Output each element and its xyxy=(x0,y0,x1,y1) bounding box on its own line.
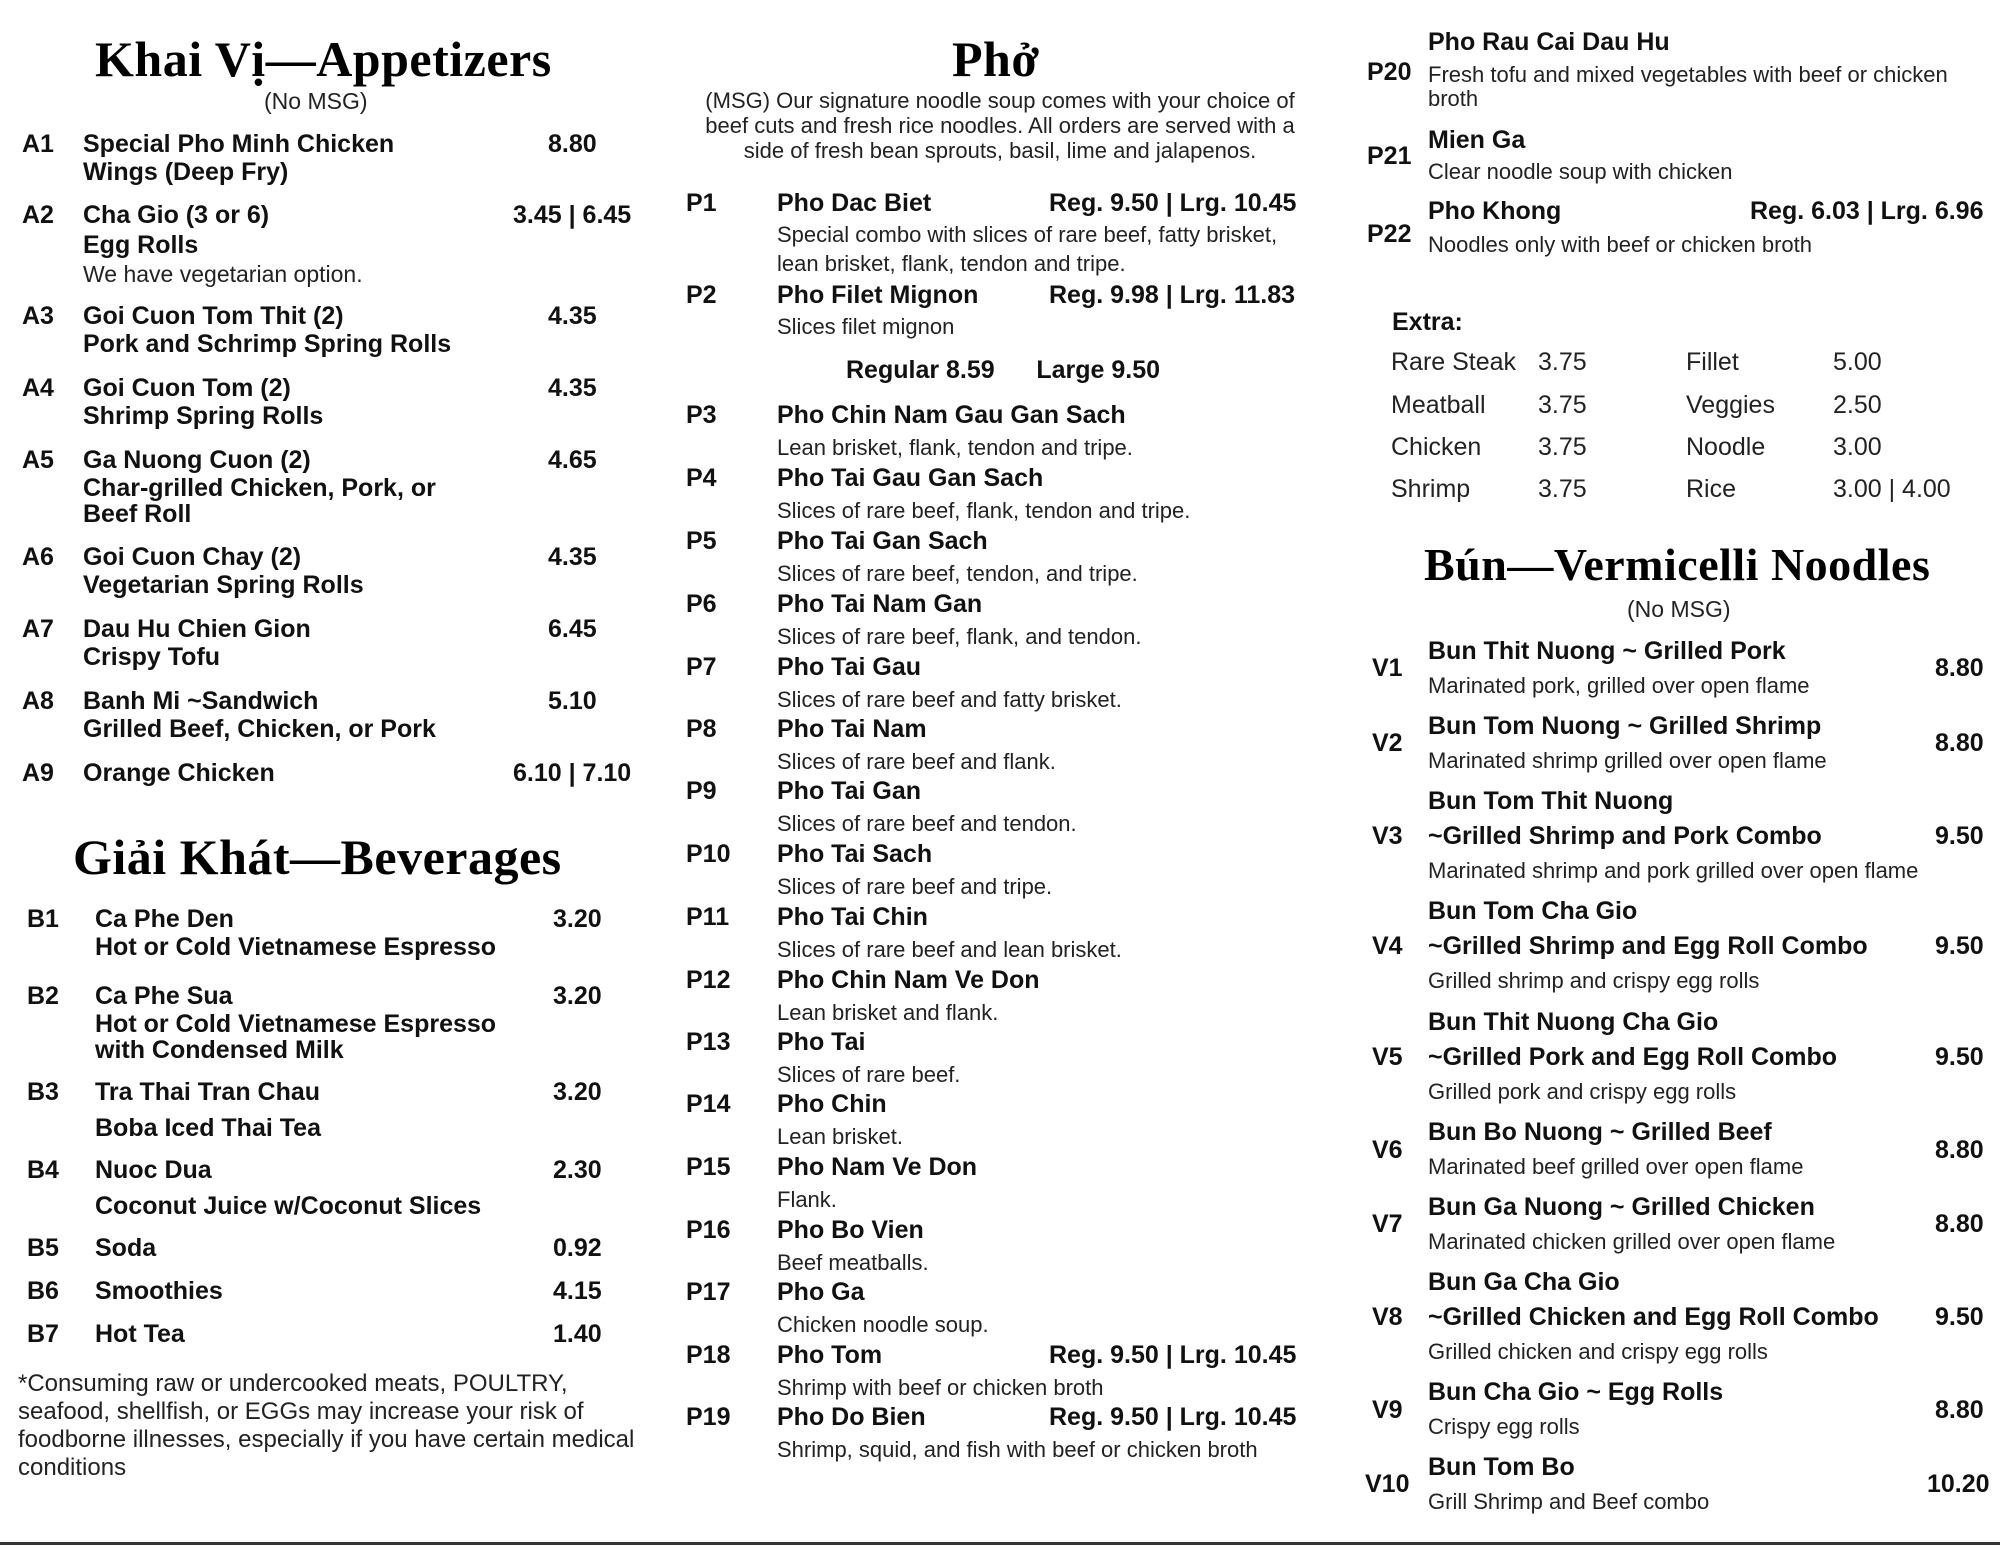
item-price: 9.50 xyxy=(1935,1303,1984,1331)
item-code: V8 xyxy=(1372,1303,1403,1331)
food-safety-disclaimer: *Consuming raw or undercooked meats, POULTRY, seafood, shellfish, or EGGs may increase your risk of foodborne illnesses, especially if you have certain medical conditions xyxy=(18,1370,635,1481)
item-price: 8.80 xyxy=(1935,1396,1984,1424)
item-description: Grilled chicken and crispy egg rolls xyxy=(1428,1339,1768,1364)
item-description-line2: broth xyxy=(1428,86,1479,111)
item-code: P13 xyxy=(686,1028,731,1056)
item-price: 9.50 xyxy=(1935,822,1984,850)
item-description: Clear noodle soup with chicken xyxy=(1428,159,1733,184)
item-price: 8.80 xyxy=(1935,729,1984,757)
item-name: Pho Tai Gau Gan Sach xyxy=(777,464,1044,492)
item-name: Cha Gio (3 or 6) xyxy=(83,201,270,229)
item-code: A6 xyxy=(22,543,54,571)
item-code: A7 xyxy=(22,615,54,643)
item-name-line2: Shrimp Spring Rolls xyxy=(83,402,324,430)
item-name-line2: ~Grilled Pork and Egg Roll Combo xyxy=(1428,1043,1838,1071)
item-code: V3 xyxy=(1372,822,1403,850)
item-description: Lean brisket, flank, tendon and tripe. xyxy=(777,435,1133,460)
item-name: Banh Mi ~Sandwich xyxy=(83,687,319,715)
item-code: V5 xyxy=(1372,1043,1403,1071)
item-code: P20 xyxy=(1367,58,1412,86)
item-name: Bun Thit Nuong Cha Gio xyxy=(1428,1008,1719,1036)
extra-price: 3.75 xyxy=(1538,391,1587,419)
item-price: 3.20 xyxy=(553,982,602,1010)
item-name: Bun Ga Nuong ~ Grilled Chicken xyxy=(1428,1193,1815,1221)
item-price: 2.30 xyxy=(553,1156,602,1184)
item-code: B2 xyxy=(27,982,59,1010)
item-name: Pho Tom xyxy=(777,1341,883,1369)
extra-name: Chicken xyxy=(1391,433,1482,461)
item-description: Marinated chicken grilled over open flame xyxy=(1428,1229,1836,1254)
item-code: P14 xyxy=(686,1090,731,1118)
item-code: P17 xyxy=(686,1278,731,1306)
item-description: Slices filet mignon xyxy=(777,314,955,339)
extra-price: 3.75 xyxy=(1538,433,1587,461)
item-description: Slices of rare beef. xyxy=(777,1062,961,1087)
item-description: Crispy egg rolls xyxy=(1428,1414,1580,1439)
item-name-line3: with Condensed Milk xyxy=(95,1036,344,1064)
item-name-line2: Boba Iced Thai Tea xyxy=(95,1114,321,1142)
item-code: P18 xyxy=(686,1341,731,1369)
item-description: Marinated pork, grilled over open flame xyxy=(1428,673,1810,698)
item-code: P9 xyxy=(686,777,717,805)
extra-price: 3.75 xyxy=(1538,475,1587,503)
item-price: 4.65 xyxy=(548,446,597,474)
extra-price: 3.00 | 4.00 xyxy=(1833,475,1951,503)
item-code: A2 xyxy=(22,201,54,229)
item-name: Bun Cha Gio ~ Egg Rolls xyxy=(1428,1378,1724,1406)
item-price: Reg. 9.98 | Lrg. 11.83 xyxy=(1049,281,1296,309)
extra-name: Rare Steak xyxy=(1391,348,1517,376)
item-price: 8.80 xyxy=(1935,1136,1984,1164)
item-name: Nuoc Dua xyxy=(95,1156,212,1184)
item-name: Pho Do Bien xyxy=(777,1403,926,1431)
item-name: Bun Thit Nuong ~ Grilled Pork xyxy=(1428,637,1786,665)
item-name: Goi Cuon Tom Thit (2) xyxy=(83,302,344,330)
item-name: Pho Filet Mignon xyxy=(777,281,979,309)
item-code: B7 xyxy=(27,1320,59,1348)
item-code: A9 xyxy=(22,759,54,787)
item-price: 5.10 xyxy=(548,687,597,715)
item-name: Ca Phe Sua xyxy=(95,982,233,1010)
item-name: Pho Dac Biet xyxy=(777,189,932,217)
item-name: Pho Tai Sach xyxy=(777,840,933,868)
item-name: Smoothies xyxy=(95,1277,223,1305)
item-code: P21 xyxy=(1367,142,1412,170)
item-name: Pho Tai Gan xyxy=(777,777,921,805)
item-name: Mien Ga xyxy=(1428,126,1526,154)
item-price: 3.20 xyxy=(553,1078,602,1106)
appetizers-title: Khai Vị—Appetizers xyxy=(95,31,552,87)
item-name: Bun Bo Nuong ~ Grilled Beef xyxy=(1428,1118,1772,1146)
item-code: A4 xyxy=(22,374,54,402)
item-description: Beef meatballs. xyxy=(777,1250,929,1275)
item-code: P8 xyxy=(686,715,717,743)
item-code: P22 xyxy=(1367,220,1412,248)
item-code: V10 xyxy=(1365,1470,1410,1498)
item-code: B6 xyxy=(27,1277,59,1305)
item-price: 9.50 xyxy=(1935,932,1984,960)
item-code: P12 xyxy=(686,966,731,994)
item-name: Pho Bo Vien xyxy=(777,1216,924,1244)
extra-name: Meatball xyxy=(1391,391,1486,419)
item-name: Special Pho Minh Chicken xyxy=(83,130,395,158)
extra-price: 2.50 xyxy=(1833,391,1882,419)
item-code: V4 xyxy=(1372,932,1403,960)
item-code: P6 xyxy=(686,590,717,618)
item-name: Pho Tai Nam Gan xyxy=(777,590,983,618)
item-description: Slices of rare beef and fatty brisket. xyxy=(777,687,1122,712)
item-name: Ga Nuong Cuon (2) xyxy=(83,446,311,474)
item-code: B3 xyxy=(27,1078,59,1106)
item-code: A8 xyxy=(22,687,54,715)
item-name: Bun Tom Cha Gio xyxy=(1428,897,1638,925)
pho-intro: (MSG) Our signature noodle soup comes with your choice of beef cuts and fresh rice noodles. All orders are served with a side of fresh bean sprouts, basil, lime and jalapenos. xyxy=(705,88,1295,163)
item-name: Dau Hu Chien Gion xyxy=(83,615,311,643)
extra-name: Noodle xyxy=(1686,433,1766,461)
item-name-line2: Hot or Cold Vietnamese Espresso xyxy=(95,933,497,961)
item-code: P5 xyxy=(686,527,717,555)
item-description: Grilled shrimp and crispy egg rolls xyxy=(1428,968,1760,993)
item-code: P4 xyxy=(686,464,717,492)
item-description: Special combo with slices of rare beef, fatty brisket, xyxy=(777,222,1278,247)
item-code: P2 xyxy=(686,281,717,309)
item-price: Reg. 6.03 | Lrg. 6.96 xyxy=(1750,197,1984,225)
item-code: B5 xyxy=(27,1234,59,1262)
extras-title: Extra: xyxy=(1392,308,1463,336)
item-code: A3 xyxy=(22,302,54,330)
extra-name: Rice xyxy=(1686,475,1737,503)
extra-name: Veggies xyxy=(1686,391,1775,419)
item-code: V7 xyxy=(1372,1210,1403,1238)
item-name: Pho Chin xyxy=(777,1090,887,1118)
item-description: Marinated shrimp and pork grilled over open flame xyxy=(1428,858,1919,883)
item-price: 8.80 xyxy=(1935,654,1984,682)
extra-price: 5.00 xyxy=(1833,348,1882,376)
item-name: Pho Tai Gau xyxy=(777,653,921,681)
item-description: Marinated beef grilled over open flame xyxy=(1428,1154,1804,1179)
extra-price: 3.00 xyxy=(1833,433,1882,461)
pho-title: Phở xyxy=(952,31,1040,87)
item-name: Pho Ga xyxy=(777,1278,865,1306)
item-name: Pho Khong xyxy=(1428,197,1562,225)
item-price: 8.80 xyxy=(548,130,597,158)
extra-name: Shrimp xyxy=(1391,475,1471,503)
item-code: P10 xyxy=(686,840,731,868)
item-name: Pho Chin Nam Gau Gan Sach xyxy=(777,401,1126,429)
item-description: Slices of rare beef, flank, tendon and tripe. xyxy=(777,498,1191,523)
item-name: Ca Phe Den xyxy=(95,905,234,933)
item-description: Slices of rare beef and lean brisket. xyxy=(777,937,1122,962)
item-name: Bun Tom Nuong ~ Grilled Shrimp xyxy=(1428,712,1822,740)
item-name-line2: ~Grilled Shrimp and Egg Roll Combo xyxy=(1428,932,1868,960)
item-description: Chicken noodle soup. xyxy=(777,1312,989,1337)
item-name: Pho Tai Nam xyxy=(777,715,927,743)
item-name: Soda xyxy=(95,1234,157,1262)
item-name-line2: Pork and Schrimp Spring Rolls xyxy=(83,330,452,358)
beverages-title: Giải Khát—Beverages xyxy=(73,829,562,885)
item-name: Bun Tom Bo xyxy=(1428,1453,1575,1481)
item-code: P16 xyxy=(686,1216,731,1244)
item-name-line2: Vegetarian Spring Rolls xyxy=(83,571,364,599)
item-name: Tra Thai Tran Chau xyxy=(95,1078,321,1106)
item-code: A5 xyxy=(22,446,54,474)
item-code: B1 xyxy=(27,905,59,933)
item-price: 4.35 xyxy=(548,374,597,402)
item-name-line2: Crispy Tofu xyxy=(83,643,221,671)
item-description: Grilled pork and crispy egg rolls xyxy=(1428,1079,1737,1104)
item-name: Pho Chin Nam Ve Don xyxy=(777,966,1040,994)
bun-title: Bún—Vermicelli Noodles xyxy=(1424,539,1931,590)
item-description: Shrimp, squid, and fish with beef or chicken broth xyxy=(777,1437,1258,1462)
item-price: Reg. 9.50 | Lrg. 10.45 xyxy=(1049,189,1297,217)
item-price: Reg. 9.50 | Lrg. 10.45 xyxy=(1049,1403,1297,1431)
item-price: 4.35 xyxy=(548,543,597,571)
item-name-line2: Wings (Deep Fry) xyxy=(83,158,289,186)
item-description: Lean brisket. xyxy=(777,1124,903,1149)
item-name: Pho Nam Ve Don xyxy=(777,1153,978,1181)
item-name-line2: Coconut Juice w/Coconut Slices xyxy=(95,1192,482,1220)
item-code: V2 xyxy=(1372,729,1403,757)
item-description: Slices of rare beef and flank. xyxy=(777,749,1056,774)
bun-subtitle: (No MSG) xyxy=(1627,596,1731,622)
item-name: Pho Rau Cai Dau Hu xyxy=(1428,28,1670,56)
item-description: Marinated shrimp grilled over open flame xyxy=(1428,748,1827,773)
item-code: V6 xyxy=(1372,1136,1403,1164)
item-code: B4 xyxy=(27,1156,59,1184)
item-code: P3 xyxy=(686,401,717,429)
item-price: 6.45 xyxy=(548,615,597,643)
item-name: Goi Cuon Tom (2) xyxy=(83,374,291,402)
item-price: Reg. 9.50 | Lrg. 10.45 xyxy=(1049,1341,1297,1369)
item-price: 4.35 xyxy=(548,302,597,330)
item-description: Grill Shrimp and Beef combo xyxy=(1428,1489,1710,1514)
item-description-line2: lean brisket, flank, tendon and tripe. xyxy=(777,251,1126,276)
item-code: P11 xyxy=(686,903,730,931)
item-price: 3.20 xyxy=(553,905,602,933)
item-code: P1 xyxy=(686,189,717,217)
item-description: Slices of rare beef and tendon. xyxy=(777,811,1077,836)
item-name-line2: ~Grilled Shrimp and Pork Combo xyxy=(1428,822,1822,850)
item-name: Hot Tea xyxy=(95,1320,185,1348)
item-name-line2: Egg Rolls xyxy=(83,231,199,259)
item-price: 10.20 xyxy=(1927,1470,1990,1498)
item-description: Fresh tofu and mixed vegetables with beef or chicken xyxy=(1428,62,1948,87)
item-price: 9.50 xyxy=(1935,1043,1984,1071)
extra-price: 3.75 xyxy=(1538,348,1587,376)
item-description: Shrimp with beef or chicken broth xyxy=(777,1375,1104,1400)
item-description: Slices of rare beef, flank, and tendon. xyxy=(777,624,1142,649)
item-name: Pho Tai Gan Sach xyxy=(777,527,988,555)
item-name: Bun Tom Thit Nuong xyxy=(1428,787,1674,815)
item-code: P15 xyxy=(686,1153,731,1181)
item-name: Pho Tai Chin xyxy=(777,903,928,931)
item-description: Flank. xyxy=(777,1187,837,1212)
item-price: 3.45 | 6.45 xyxy=(513,201,632,229)
item-description: Slices of rare beef, tendon, and tripe. xyxy=(777,561,1138,586)
item-name-line2: Grilled Beef, Chicken, or Pork xyxy=(83,715,436,743)
item-description: Slices of rare beef and tripe. xyxy=(777,874,1053,899)
item-description: Noodles only with beef or chicken broth xyxy=(1428,232,1812,257)
item-code: A1 xyxy=(22,130,54,158)
item-note: We have vegetarian option. xyxy=(83,261,363,287)
appetizers-subtitle: (No MSG) xyxy=(264,88,368,114)
item-code: V1 xyxy=(1372,654,1403,682)
item-name-line3: Beef Roll xyxy=(83,500,192,528)
extra-name: Fillet xyxy=(1686,348,1739,376)
item-name: Bun Ga Cha Gio xyxy=(1428,1268,1620,1296)
item-name-line2: ~Grilled Chicken and Egg Roll Combo xyxy=(1428,1303,1879,1331)
item-code: P19 xyxy=(686,1403,731,1431)
item-code: P7 xyxy=(686,653,717,681)
item-name: Goi Cuon Chay (2) xyxy=(83,543,302,571)
item-price: 0.92 xyxy=(553,1234,602,1262)
item-name-line2: Hot or Cold Vietnamese Espresso xyxy=(95,1010,497,1038)
item-code: V9 xyxy=(1372,1396,1403,1424)
item-name-line2: Char-grilled Chicken, Pork, or xyxy=(83,474,436,502)
size-pricing: Regular 8.59 Large 9.50 xyxy=(846,356,1161,384)
item-name: Pho Tai xyxy=(777,1028,866,1056)
item-price: 8.80 xyxy=(1935,1210,1984,1238)
item-price: 6.10 | 7.10 xyxy=(513,759,632,787)
item-name: Orange Chicken xyxy=(83,759,275,787)
item-price: 4.15 xyxy=(553,1277,602,1305)
item-price: 1.40 xyxy=(553,1320,602,1348)
item-description: Lean brisket and flank. xyxy=(777,1000,999,1025)
